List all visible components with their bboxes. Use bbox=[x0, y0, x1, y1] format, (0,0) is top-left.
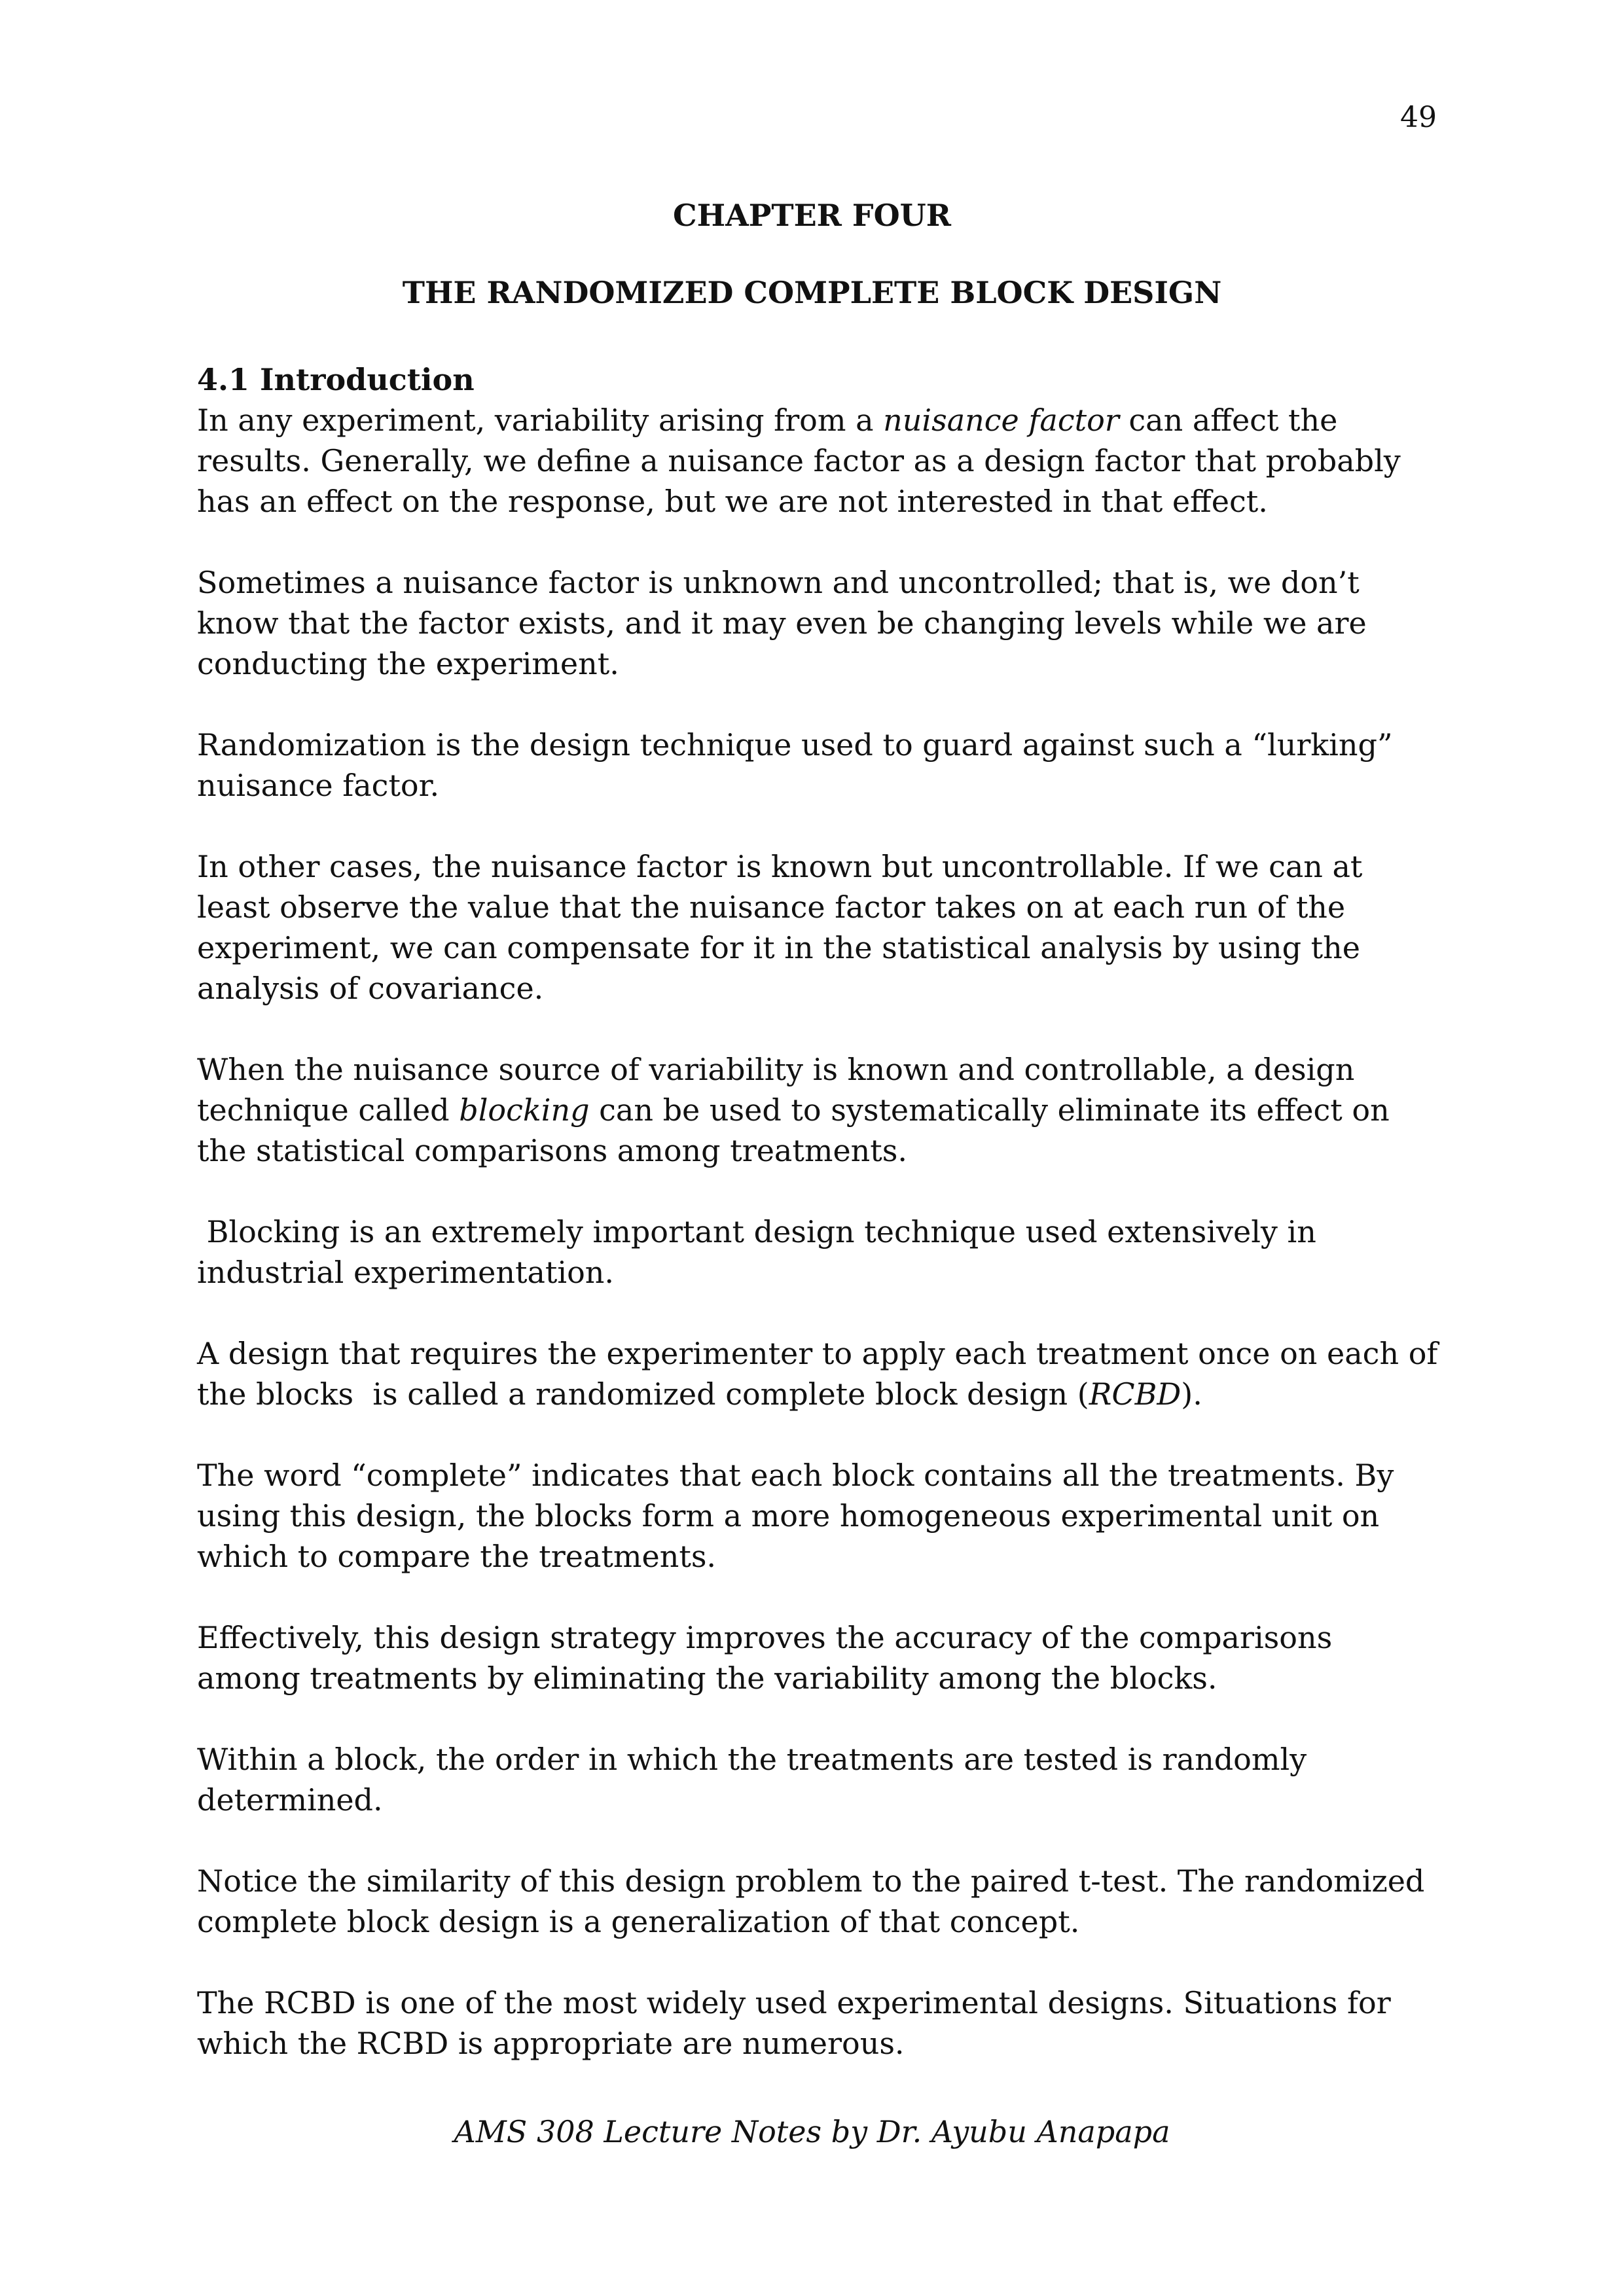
paragraph-12: The RCBD is one of the most widely used experimental designs. Situations for which the RCBD is appropriate are numerous. bbox=[197, 1985, 1391, 2061]
paragraph-6: Blocking is an extremely important design technique used extensively in industrial experimentation. bbox=[197, 1214, 1326, 1290]
section-heading: 4.1 Introduction bbox=[197, 362, 475, 397]
paragraph-5-text-b: can be used to systematically eliminate its effect on the statistical comparisons among treatments. bbox=[197, 1092, 1390, 1168]
chapter-title: THE RANDOMIZED COMPLETE BLOCK DESIGN bbox=[402, 275, 1222, 310]
paragraph-10: Within a block, the order in which the treatments are tested is randomly determined. bbox=[197, 1742, 1307, 1818]
page-footer: AMS 308 Lecture Notes by Dr. Ayubu Anapapa bbox=[454, 2114, 1170, 2149]
paragraph-1-text-a: In any experiment, variability arising from a bbox=[197, 403, 884, 438]
page-number: 49 bbox=[1400, 101, 1437, 134]
paragraph-3: Randomization is the design technique used to guard against such a “lurking” nuisance factor. bbox=[197, 727, 1393, 803]
paragraph-11: Notice the similarity of this design problem to the paired t-test. The randomized complete block design is a generalization of that concept. bbox=[197, 1863, 1425, 1939]
paragraph-2: Sometimes a nuisance factor is unknown and uncontrolled; that is, we don’t know that the factor exists, and it may even be changing levels while we are conducting the experiment. bbox=[197, 565, 1367, 681]
paragraph-5-text-a: When the nuisance source of variability is known and controllable, a design technique called bbox=[197, 1052, 1355, 1128]
paragraph-1-text-b: can affect the results. Generally, we define a nuisance factor as a design factor that probably has an effect on the response, but we are not interested in that effect. bbox=[197, 403, 1401, 519]
paragraph-1 bbox=[197, 400, 1441, 522]
chapter-label: CHAPTER FOUR bbox=[673, 198, 951, 233]
paragraph-5-emphasis: blocking bbox=[459, 1092, 590, 1128]
body-text bbox=[197, 359, 1448, 2104]
paragraph-9: Effectively, this design strategy improves the accuracy of the comparisons among treatments by eliminating the variability among the blocks. bbox=[197, 1620, 1333, 1696]
paragraph-7-emphasis: RCBD bbox=[1089, 1376, 1182, 1412]
paragraph-8: The word “complete” indicates that each block contains all the treatments. By using this design, the blocks form a more homogeneous experimental unit on which to compare the treatments. bbox=[197, 1458, 1394, 1574]
paragraph-7-text-a: A design that requires the experimenter to apply each treatment once on each of the blocks is called a randomized complete block design ( bbox=[197, 1336, 1448, 1412]
paragraph-4: In other cases, the nuisance factor is known but uncontrollable. If we can at least observe the value that the nuisance factor takes on at each run of the experiment, we can compensate for it in the statistical analysis by using the analysis of covariance. bbox=[197, 849, 1363, 1006]
paragraph-7 bbox=[197, 1333, 1448, 1414]
paragraph-5 bbox=[197, 1049, 1441, 1171]
paragraph-1-emphasis: nuisance factor bbox=[883, 403, 1119, 438]
paragraph-7-text-b: ). bbox=[1181, 1376, 1202, 1412]
